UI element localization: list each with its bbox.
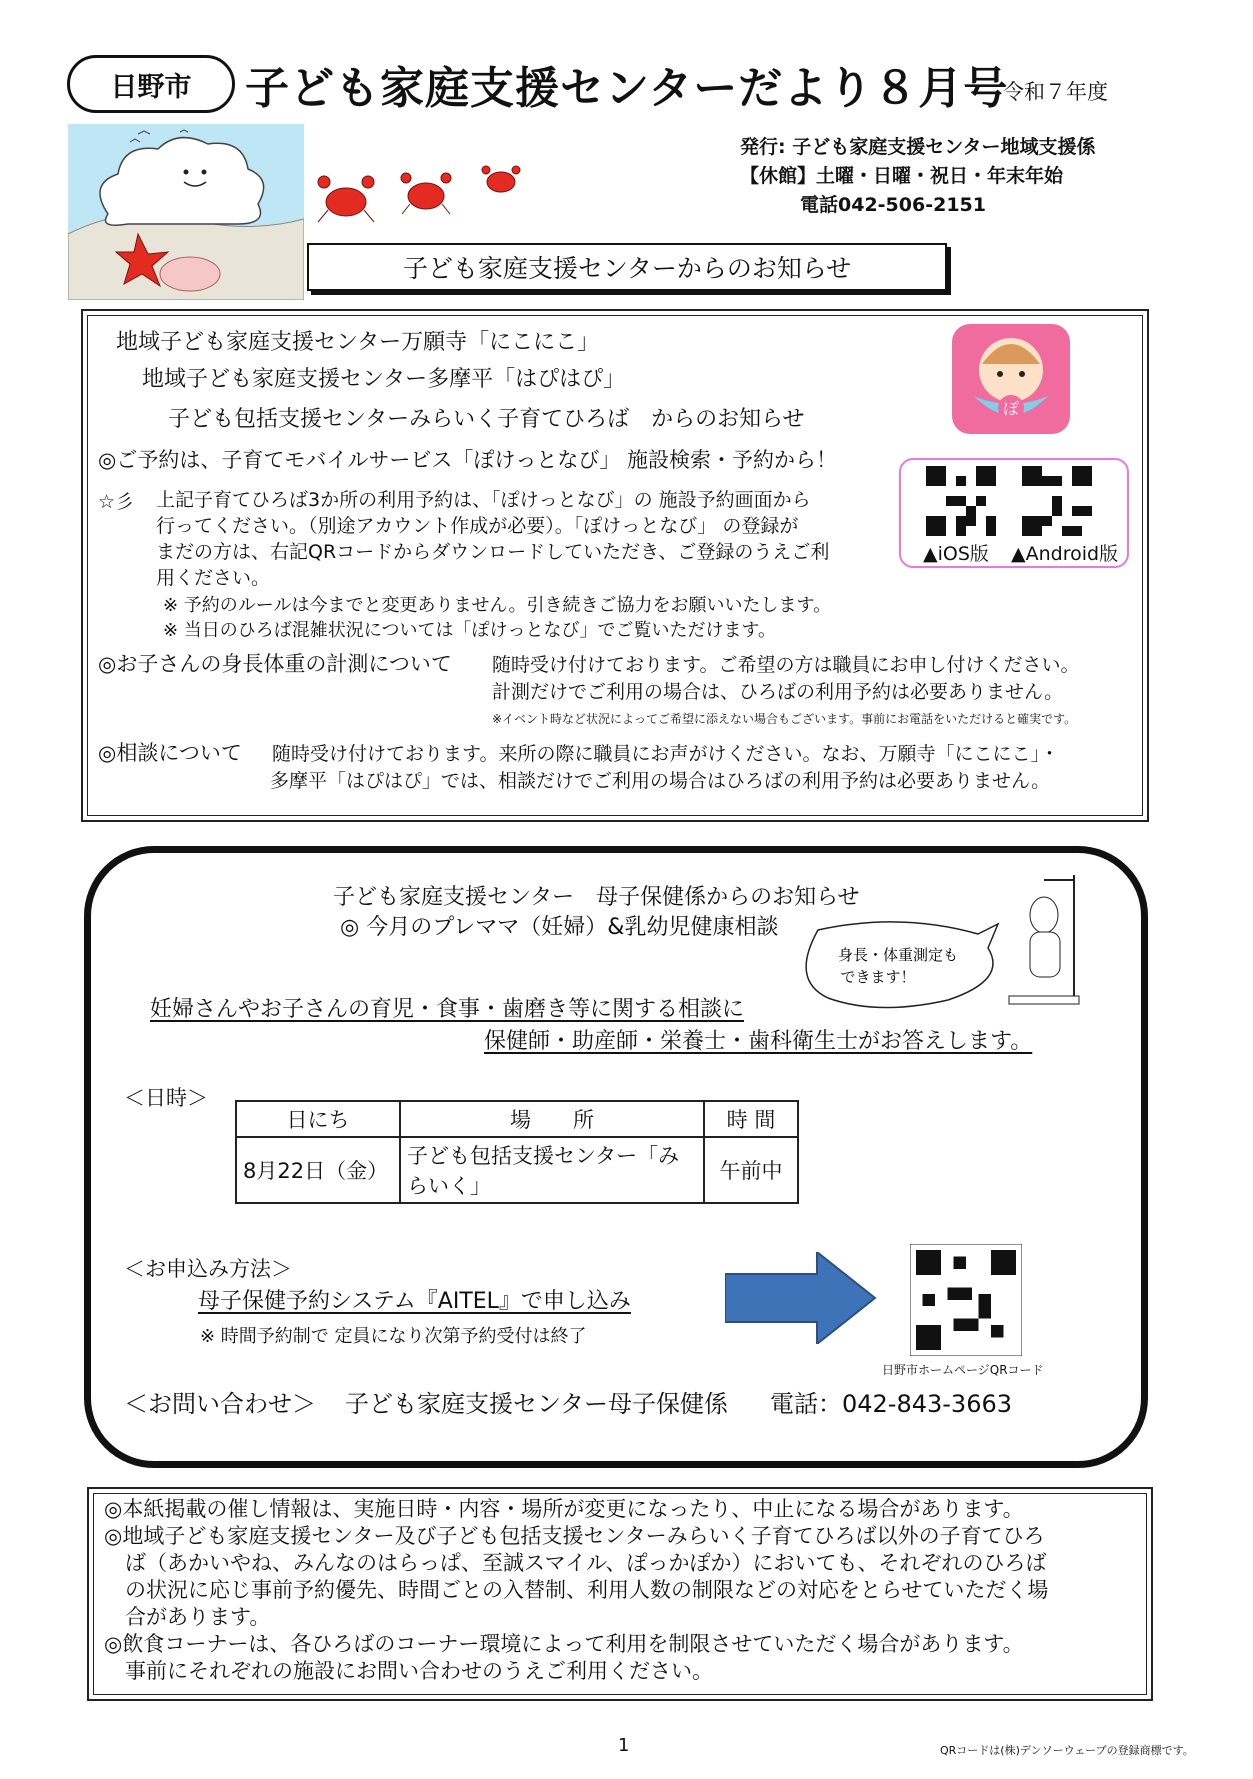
notice-line-3: 子ども包括支援センターみらいく子育てひろば からのお知らせ (168, 407, 805, 432)
reserve-heading: ◎ご予約は、子育てモバイルサービス「ぽけっとなび」 施設検索・予約から！ (98, 448, 837, 472)
qr-android-label: ▲Android版 (1011, 543, 1119, 565)
qr-ios-label: ▲iOS版 (923, 543, 989, 565)
apply-label: ＜お申込み方法＞ (124, 1257, 292, 1281)
pocketnavi-app-icon (952, 324, 1070, 434)
svg-text:ぽ: ぽ (1002, 399, 1020, 418)
notice-line-1: 地域子ども家庭支援センター万願寺「にこにこ」 (116, 330, 600, 355)
contact-org: 子ども家庭支援センター母子保健係 (345, 1390, 729, 1418)
qr-code-hino-icon[interactable] (910, 1244, 1022, 1356)
section-title: 子ども家庭支援センターからのお知らせ (307, 243, 947, 291)
mark: ☆彡 (98, 491, 135, 513)
svg-text:身長・体重測定も: 身長・体重測定も (837, 946, 959, 964)
cell-date: 8月22日（金） (236, 1137, 400, 1203)
crab-icon (401, 173, 451, 214)
maternal-title-1: 子ども家庭支援センター 母子保健係からのお知らせ (333, 885, 860, 910)
app-qr-box (899, 458, 1129, 568)
apply-text[interactable]: 母子保健予約システム『AITEL』で申し込み (198, 1289, 631, 1314)
date-label: ＜日時＞ (124, 1086, 208, 1110)
measure-heading: ◎お子さんの身長体重の計測について (98, 652, 452, 676)
header-time: 時 間 (704, 1101, 798, 1137)
closed-days: 【休館】土曜・日曜・祝日・年末年始 (740, 165, 1064, 187)
speech-bubble (798, 920, 1003, 1012)
qr-code-ios-icon[interactable] (923, 466, 999, 536)
measure-body-2: 計測だけでご利用の場合は、ひろばの利用予約は必要ありません。 (492, 681, 1064, 703)
crabs-illustration (316, 162, 536, 234)
measure-note: ※イベント時など状況によってご希望に添えない場合もございます。事前にお電話をいただけると確実です。 (492, 712, 1077, 726)
page-title: 子ども家庭支援センターだより８月号 (245, 63, 1009, 114)
notice-line-2: 地域子ども家庭支援センター多摩平「はぴはぴ」 (142, 367, 626, 392)
beach-illustration (68, 124, 304, 300)
table-row (236, 1137, 798, 1203)
arrow-right-icon (725, 1252, 877, 1344)
consult-body-2: 多摩平「はぴはぴ」では、相談だけでご利用の場合はひろばの利用予約は必要ありません。 (270, 770, 1051, 792)
rule-note-2: ※ 当日のひろば混雑状況については「ぽけっとなび」でご覧いただけます。 (163, 620, 777, 641)
header-date: 日にち (236, 1101, 400, 1137)
consult-heading: ◎相談について (98, 741, 242, 765)
apply-note: ※ 時間予約制で 定員になり次第予約受付は終了 (200, 1326, 587, 1347)
rule-note-1: ※ 予約のルールは今までと変更ありません。引き続きご協力をお願いいたします。 (163, 595, 832, 616)
qr-caption: 日野市ホームページQRコード (882, 1363, 1044, 1377)
svg-text:できます！: できます！ (840, 968, 916, 986)
qr-code-android-icon[interactable] (1019, 466, 1095, 536)
reserve-body: 上記子育てひろば3か所の利用予約は、「ぽけっとなび」の 施設予約画面から 行ってください。（別途アカウント作成が必要）。「ぽけっとなび」 の登録が まだの方は、右記QRコードからダウンロードしていただき、ご登録のうえご利 用ください。 (156, 489, 830, 589)
contact-label: ＜お問い合わせ＞ (124, 1390, 316, 1418)
contact-phone: 電話：042-843-3663 (770, 1390, 1013, 1418)
cell-time: 午前中 (704, 1137, 798, 1203)
page-number: 1 (618, 1735, 630, 1756)
publisher-info (740, 133, 1095, 220)
consult-body-1: 随時受け付けております。来所の際に職員にお声がけください。なお、万願寺「にこにこ」・ (272, 743, 1059, 765)
cell-place: 子ども包括支援センター「みらいく」 (400, 1137, 704, 1203)
fiscal-year: 令和７年度 (1003, 80, 1108, 104)
table-header-row (236, 1101, 798, 1137)
phone: 電話042-506-2151 (800, 194, 986, 216)
header-place: 場 所 (400, 1101, 704, 1137)
height-measure-illustration (1004, 870, 1084, 1010)
measure-body-1: 随時受け付けております。ご希望の方は職員にお申し付けください。 (492, 654, 1080, 676)
lead-line-1: 妊婦さんやお子さんの育児・食事・歯磨き等に関する相談に (150, 997, 745, 1022)
crab-icon (482, 166, 520, 192)
footer-notes: ◎本紙掲載の催し情報は、実施日時・内容・場所が変更になったり、中止になる場合があります。 ◎地域子ども家庭支援センター及び子ども包括支援センターみらいく子育てひろば以外の子育てひろ ば（あかいやね、みんなのはらっぱ、至誠スマイル、ぽっかぽか）においても、それぞれのひろば の状況に応じ事前予約優先、時間ごとの入替制、利用人数の制限などの対応をとらせていただく場 合があります。 ◎飲食コーナーは、各ひろばのコーナー環境によって利用を制限させていただく場合があります。 事前にそれぞれの施設にお問い合わせのうえご利用ください。 (104, 1497, 1049, 1683)
shell-icon (160, 257, 220, 291)
city-tag: 日野市 (67, 55, 235, 113)
issuer: 発行: 子ども家庭支援センター地域支援係 (740, 136, 1096, 158)
lead-line-2: 保健師・助産師・栄養士・歯科衛生士がお答えします。 (484, 1029, 1033, 1054)
trademark-note: QRコードは(株)デンソーウェーブの登録商標です。 (940, 1744, 1194, 1757)
maternal-title-2: ◎ 今月のプレママ（妊婦）&乳幼児健康相談 (340, 915, 779, 940)
schedule-table (235, 1100, 799, 1204)
crab-icon (318, 176, 374, 222)
